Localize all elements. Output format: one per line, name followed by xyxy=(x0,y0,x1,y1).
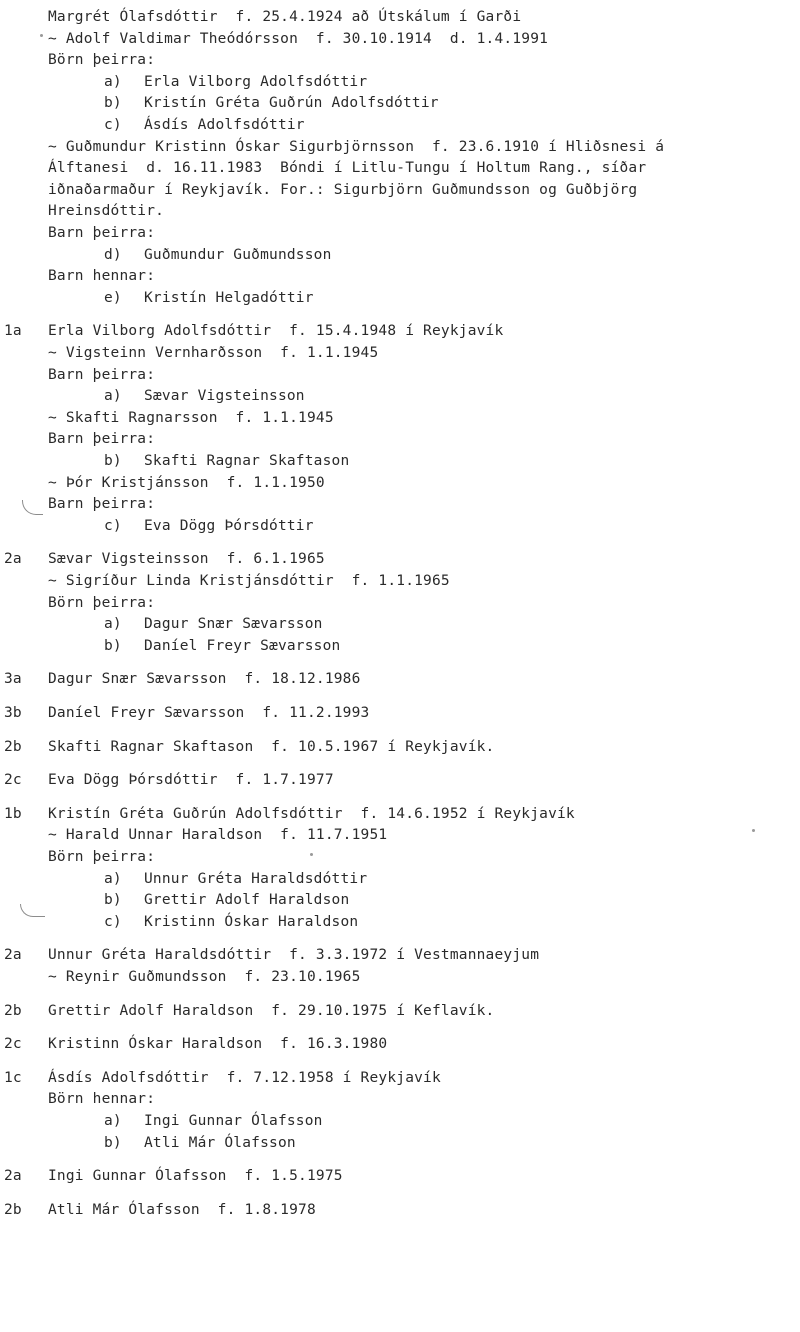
line-text: ~ Sigríður Linda Kristjánsdóttir f. 1.1.1965 xyxy=(48,573,450,589)
text-line xyxy=(0,179,800,201)
text-line xyxy=(0,407,800,429)
child-name: Kristín Gréta Guðrún Adolfsdóttir xyxy=(144,95,439,112)
text-line xyxy=(0,157,800,179)
child-name: Atli Már Ólafsson xyxy=(144,1134,296,1151)
child-name: Skafti Ragnar Skaftason xyxy=(144,453,350,469)
child-line xyxy=(0,450,800,472)
child-letter: b) xyxy=(104,637,122,654)
child-letter: a) xyxy=(104,616,122,633)
child-letter: b) xyxy=(104,892,122,909)
child-line xyxy=(0,71,800,93)
text-line xyxy=(0,472,800,494)
entry-line xyxy=(0,668,800,690)
child-letter: d) xyxy=(104,246,122,263)
child-name: Eva Dögg Þórsdóttir xyxy=(144,517,314,534)
line-text: ~ Reynir Guðmundsson f. 23.10.1965 xyxy=(48,969,361,985)
entry-line xyxy=(0,944,800,966)
line-text: Barn þeirra: xyxy=(48,496,156,513)
entry-line xyxy=(0,1067,800,1089)
line-text: Álftanesi d. 16.11.1983 Bóndi í Litlu-Tungu í Holtum Rang., síðar xyxy=(48,160,647,177)
entry-number: 1a xyxy=(4,323,22,340)
entry-number: 1b xyxy=(4,805,22,822)
line-text: ~ Þór Kristjánsson f. 1.1.1950 xyxy=(48,474,325,491)
entry-line xyxy=(0,548,800,570)
text-line xyxy=(0,222,800,244)
child-letter: e) xyxy=(104,289,122,306)
entry-line xyxy=(0,1000,800,1022)
child-letter: a) xyxy=(104,388,122,405)
line-text: ~ Adolf Valdimar Theódórsson f. 30.10.1914 d. 1.4.1991 xyxy=(48,30,549,47)
child-name: Unnur Gréta Haraldsdóttir xyxy=(144,870,368,887)
text-line xyxy=(0,966,800,988)
child-line xyxy=(0,868,800,890)
line-text: ~ Harald Unnar Haraldson f. 11.7.1951 xyxy=(48,827,388,844)
entry-line xyxy=(0,1199,800,1221)
child-line xyxy=(0,911,800,933)
child-letter: a) xyxy=(104,870,122,887)
text-line xyxy=(0,28,800,50)
entry-line xyxy=(0,769,800,791)
entry-number: 3b xyxy=(4,705,22,721)
entry-line xyxy=(0,1033,800,1055)
child-letter: b) xyxy=(104,453,122,469)
line-text: Erla Vilborg Adolfsdóttir f. 15.4.1948 í Reykjavík xyxy=(48,323,504,340)
text-line xyxy=(0,6,800,28)
child-letter: a) xyxy=(104,1113,122,1129)
child-name: Sævar Vigsteinsson xyxy=(144,388,305,405)
child-line xyxy=(0,244,800,266)
child-letter: b) xyxy=(104,1134,122,1151)
entry-line xyxy=(0,803,800,825)
entry-number: 1c xyxy=(4,1069,22,1086)
entry-number: 2b xyxy=(4,1002,22,1019)
child-line xyxy=(0,613,800,635)
child-line xyxy=(0,385,800,407)
line-text: iðnaðarmaður í Reykjavík. For.: Sigurbjörn Guðmundsson og Guðbjörg xyxy=(48,181,638,198)
line-text: Kristinn Óskar Haraldson f. 16.3.1980 xyxy=(48,1036,388,1053)
line-text: Margrét Ólafsdóttir f. 25.4.1924 að Útskálum í Garði xyxy=(48,9,522,25)
child-name: Daníel Freyr Sævarsson xyxy=(144,637,341,654)
line-text: Börn þeirra: xyxy=(48,594,156,611)
entry-line xyxy=(0,736,800,758)
child-line xyxy=(0,889,800,911)
line-text: ~ Vigsteinn Vernharðsson f. 1.1.1945 xyxy=(48,345,379,361)
child-letter: a) xyxy=(104,73,122,90)
child-line xyxy=(0,287,800,309)
line-text: Barn þeirra: xyxy=(48,225,156,241)
text-line xyxy=(0,824,800,846)
child-name: Grettir Adolf Haraldson xyxy=(144,892,350,909)
child-line xyxy=(0,515,800,537)
child-line xyxy=(0,635,800,657)
child-letter: c) xyxy=(104,117,122,133)
entry-line xyxy=(0,702,800,724)
line-text: Kristín Gréta Guðrún Adolfsdóttir f. 14.6.1952 í Reykjavík xyxy=(48,805,575,822)
text-line xyxy=(0,364,800,386)
line-text: Barn þeirra: xyxy=(48,431,156,448)
line-text: Börn þeirra: xyxy=(48,849,156,865)
child-name: Ásdís Adolfsdóttir xyxy=(144,117,305,133)
child-line xyxy=(0,92,800,114)
child-name: Kristín Helgadóttir xyxy=(144,289,314,306)
child-letter: c) xyxy=(104,913,122,930)
text-line xyxy=(0,846,800,868)
child-name: Erla Vilborg Adolfsdóttir xyxy=(144,73,368,90)
text-line xyxy=(0,136,800,158)
entry-number: 2a xyxy=(4,947,22,964)
entry-number: 2c xyxy=(4,1036,22,1053)
entry-number: 2b xyxy=(4,738,22,755)
child-name: Ingi Gunnar Ólafsson xyxy=(144,1113,323,1129)
line-text: Skafti Ragnar Skaftason f. 10.5.1967 í Reykjavík. xyxy=(48,738,495,755)
entry-number: 2b xyxy=(4,1201,22,1218)
line-text: Eva Dögg Þórsdóttir f. 1.7.1977 xyxy=(48,772,334,789)
line-text: Börn hennar: xyxy=(48,1091,156,1108)
line-text: Ingi Gunnar Ólafsson f. 1.5.1975 xyxy=(48,1168,343,1185)
line-text: Barn þeirra: xyxy=(48,366,156,383)
line-text: Daníel Freyr Sævarsson f. 11.2.1993 xyxy=(48,705,370,721)
entry-number: 3a xyxy=(4,671,22,688)
text-line xyxy=(0,570,800,592)
text-line xyxy=(0,265,800,287)
line-text: Hreinsdóttir. xyxy=(48,203,165,220)
line-text: Dagur Snær Sævarsson f. 18.12.1986 xyxy=(48,671,361,688)
child-line xyxy=(0,1110,800,1132)
child-name: Kristinn Óskar Haraldson xyxy=(144,913,359,930)
entry-line xyxy=(0,320,800,342)
text-line xyxy=(0,592,800,614)
child-letter: b) xyxy=(104,95,122,112)
line-text: Sævar Vigsteinsson f. 6.1.1965 xyxy=(48,551,325,568)
child-line xyxy=(0,114,800,136)
text-line xyxy=(0,428,800,450)
child-line xyxy=(0,1132,800,1154)
child-name: Dagur Snær Sævarsson xyxy=(144,616,323,633)
line-text: ~ Skafti Ragnarsson f. 1.1.1945 xyxy=(48,409,334,426)
line-text: Ásdís Adolfsdóttir f. 7.12.1958 í Reykjavík xyxy=(48,1069,441,1086)
text-line xyxy=(0,49,800,71)
text-line xyxy=(0,493,800,515)
line-text: Börn þeirra: xyxy=(48,52,156,69)
line-text: Atli Már Ólafsson f. 1.8.1978 xyxy=(48,1201,316,1218)
text-line xyxy=(0,1088,800,1110)
text-line xyxy=(0,200,800,222)
entry-number: 2a xyxy=(4,551,22,568)
line-text: ~ Guðmundur Kristinn Óskar Sigurbjörnsson f. 23.6.1910 í Hliðsnesi á xyxy=(48,138,665,155)
text-line xyxy=(0,342,800,364)
entry-line xyxy=(0,1165,800,1187)
child-letter: c) xyxy=(104,517,122,534)
line-text: Grettir Adolf Haraldson f. 29.10.1975 í Keflavík. xyxy=(48,1002,495,1019)
child-name: Guðmundur Guðmundsson xyxy=(144,246,332,263)
line-text: Barn hennar: xyxy=(48,268,156,285)
line-text: Unnur Gréta Haraldsdóttir f. 3.3.1972 í Vestmannaeyjum xyxy=(48,947,540,964)
entry-number: 2a xyxy=(4,1168,22,1185)
entry-number: 2c xyxy=(4,772,22,789)
